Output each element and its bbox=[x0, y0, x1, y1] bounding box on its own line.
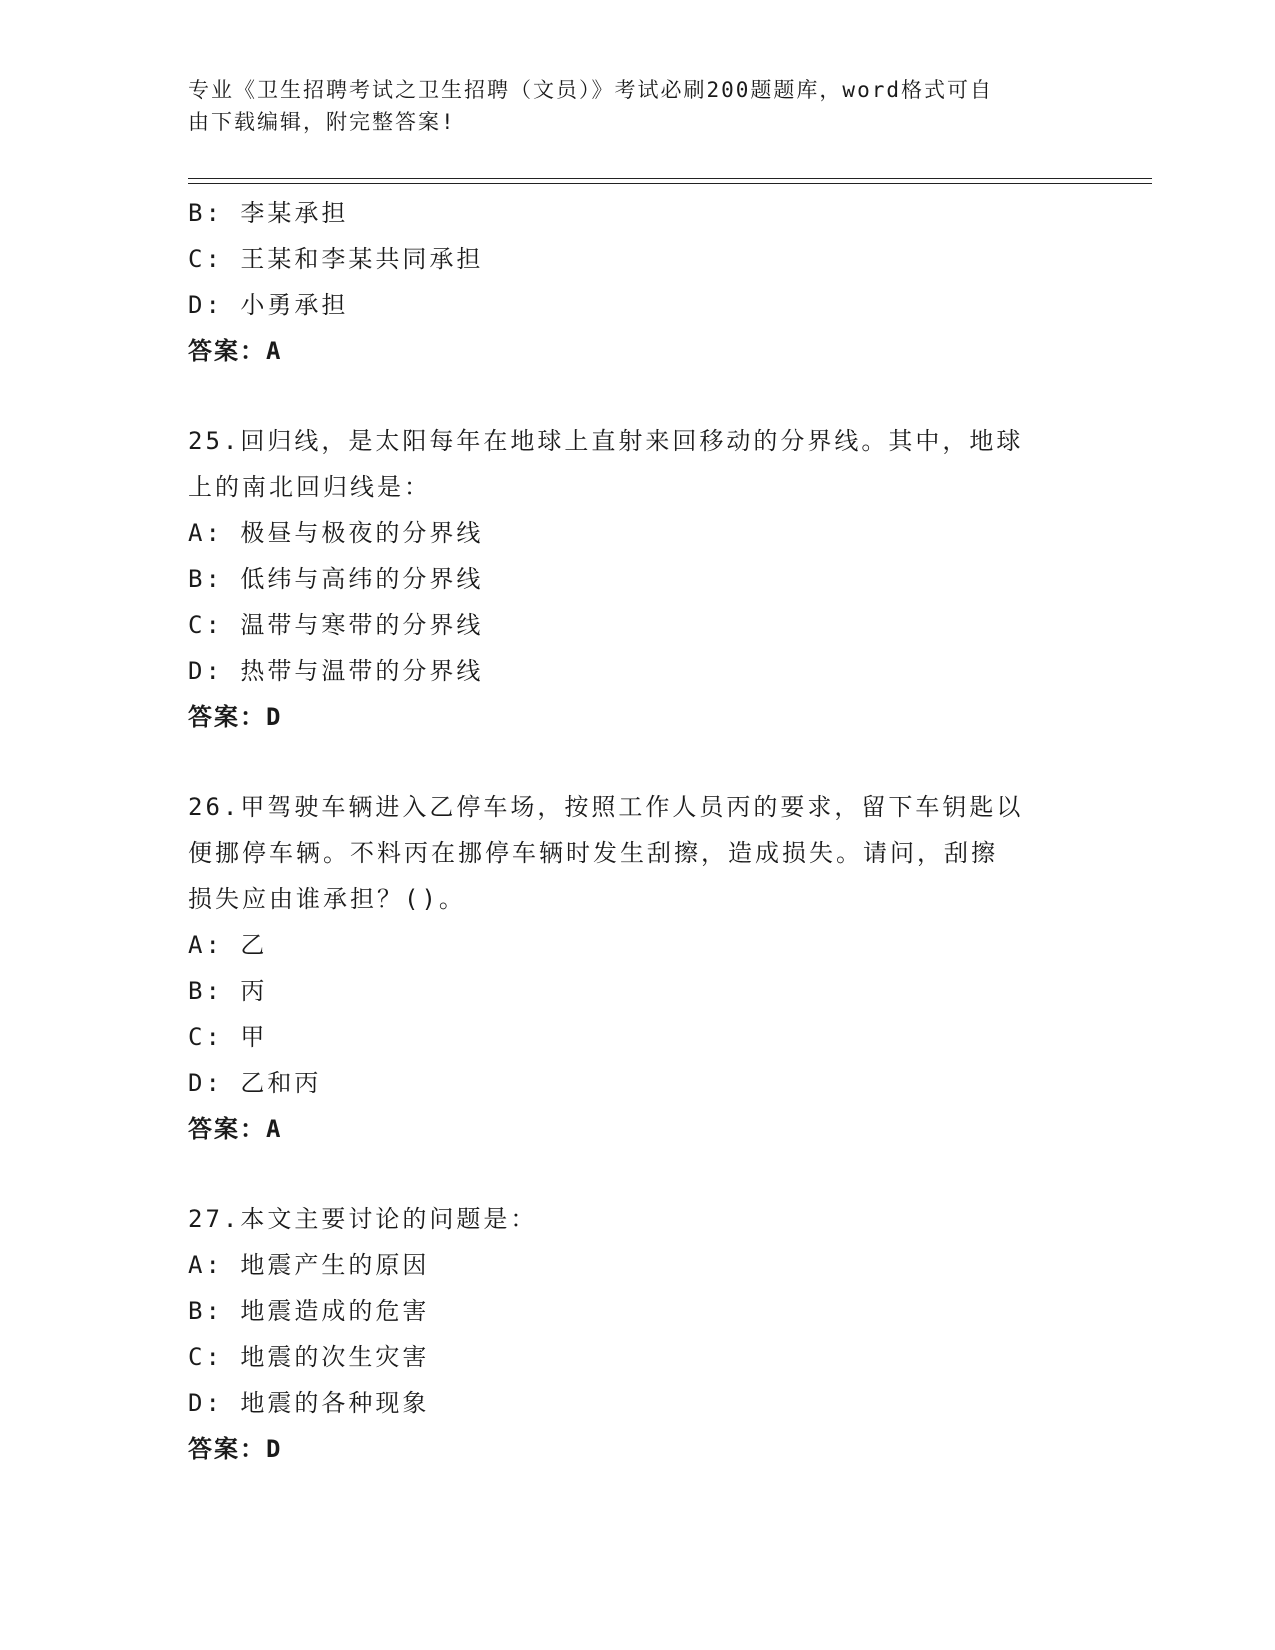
option-b: B: 地震造成的危害 bbox=[188, 1297, 430, 1325]
answer-line: 答案：A bbox=[188, 1115, 283, 1143]
option-a: A: 地震产生的原因 bbox=[188, 1251, 430, 1279]
option-b: B: 丙 bbox=[188, 977, 268, 1005]
option-d: D: 热带与温带的分界线 bbox=[188, 657, 484, 685]
option-c: C: 王某和李某共同承担 bbox=[188, 245, 484, 273]
header-divider-top bbox=[188, 178, 1152, 179]
option-d: D: 小勇承担 bbox=[188, 291, 349, 319]
question-stem: 便挪停车辆。不料丙在挪停车辆时发生刮擦，造成损失。请问，刮擦 bbox=[188, 839, 998, 867]
option-c: C: 温带与寒带的分界线 bbox=[188, 611, 484, 639]
option-b: B: 低纬与高纬的分界线 bbox=[188, 565, 484, 593]
option-d: D: 地震的各种现象 bbox=[188, 1389, 430, 1417]
option-a: A: 乙 bbox=[188, 931, 268, 959]
option-b: B: 李某承担 bbox=[188, 199, 349, 227]
option-c: C: 地震的次生灾害 bbox=[188, 1343, 430, 1371]
header-line-2: 由下载编辑，附完整答案! bbox=[188, 110, 456, 134]
question-stem: 25.回归线，是太阳每年在地球上直射来回移动的分界线。其中，地球 bbox=[188, 427, 1024, 455]
question-stem: 上的南北回归线是： bbox=[188, 473, 431, 501]
header-line-1: 专业《卫生招聘考试之卫生招聘（文员）》考试必刷200题题库，word格式可自 bbox=[188, 78, 993, 102]
question-27 bbox=[188, 1196, 1088, 1472]
question-stem: 27.本文主要讨论的问题是： bbox=[188, 1205, 538, 1233]
option-d: D: 乙和丙 bbox=[188, 1069, 322, 1097]
answer-line: 答案：A bbox=[188, 337, 283, 365]
document-body bbox=[188, 190, 1088, 1472]
continued-question bbox=[188, 190, 1088, 374]
question-25 bbox=[188, 418, 1088, 740]
answer-line: 答案：D bbox=[188, 703, 283, 731]
question-26 bbox=[188, 784, 1088, 1152]
answer-line: 答案：D bbox=[188, 1435, 283, 1463]
document-header bbox=[188, 74, 1088, 138]
option-c: C: 甲 bbox=[188, 1023, 268, 1051]
question-stem: 损失应由谁承担？()。 bbox=[188, 885, 466, 913]
header-divider-bottom bbox=[188, 183, 1152, 184]
option-a: A: 极昼与极夜的分界线 bbox=[188, 519, 484, 547]
question-stem: 26.甲驾驶车辆进入乙停车场，按照工作人员丙的要求，留下车钥匙以 bbox=[188, 793, 1024, 821]
